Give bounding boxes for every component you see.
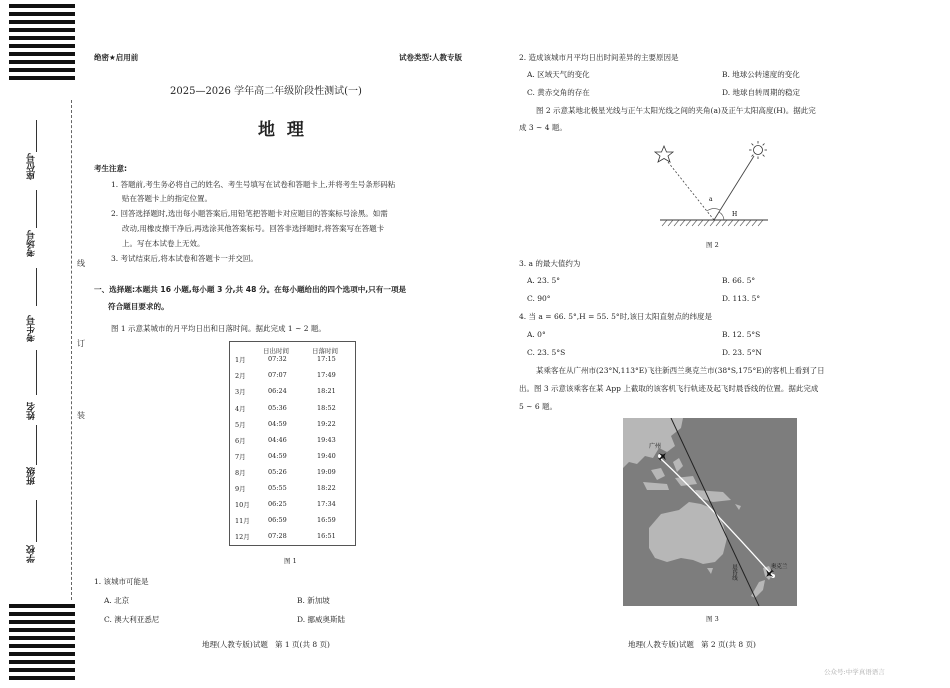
fig2-caption: 图 2	[706, 241, 719, 249]
field-class: 班级	[27, 467, 37, 485]
sun-icon	[749, 141, 767, 159]
q2-option-b: B. 地球公转速度的变化	[722, 70, 800, 79]
notes-item: 上。写在本试卷上无效。	[122, 239, 205, 248]
q1-intro: 图 1 示意某城市的月平均日出和日落时间。据此完成 1 ~ 2 题。	[111, 324, 326, 333]
q2-option-d: D. 地球自转周期的稳定	[722, 88, 801, 97]
secret-label: 绝密★启用前	[94, 53, 139, 62]
footer-page1: 地理(人教专版)试题 第 1 页(共 8 页)	[202, 640, 330, 649]
notes-item: 2. 回答选择题时,选出每小题答案后,用铅笔把答题卡对应题目的答案标号涂黑。如需	[111, 209, 388, 218]
fig3-intro: 某乘客在从广州市(23°N,113°E)飞往新西兰奥克兰市(38°S,175°E)的客机上看到了日	[536, 366, 825, 375]
watermark: 公众号:中学真语语言	[824, 668, 885, 676]
fig3-intro-2: 出。图 3 示意该乘客在某 App 上截取的该客机飞行轨迹及起飞时晨昏线的位置。据此完成	[519, 384, 819, 393]
q1-option-d: D. 挪威奥斯陆	[297, 615, 346, 624]
section-title-2: 符合题目要求的。	[108, 302, 169, 311]
mark-line: 线	[77, 259, 85, 268]
q3-stem: 3. a 的最大值约为	[519, 259, 581, 268]
q3-option-c: C. 90°	[527, 294, 551, 303]
q4-option-b: B. 12. 5°S	[722, 330, 761, 339]
q1-option-c: C. 澳大利亚悉尼	[104, 615, 160, 624]
mark-bind: 订	[77, 339, 85, 348]
field-school: 学校	[27, 545, 37, 563]
table-header: 日落时间	[312, 347, 338, 355]
sunrise-table: 日出时间 日落时间 1月 07:32 17:15 2月 07:07 17:49 3月 06:24 18:21 4月 05:36 18:52 5月 04:59 19:22 6月 04:46 19:43 7月 04:59 19:40 8月 05:26 19:09 9月 05:55 18:22 10月 06:25 17:34 11月 06:59 16:59 12月 07:28 16:51	[229, 341, 356, 546]
notes-item: 1. 答题前,考生务必将自己的姓名、考生号填写在试卷和答题卡上,并将考生号条形码粘	[111, 180, 396, 189]
q2-option-a: A. 区域天气的变化	[527, 70, 590, 79]
label-a: a	[709, 196, 713, 203]
q3-option-a: A. 23. 5°	[527, 276, 561, 285]
fig1-caption: 图 1	[284, 557, 297, 565]
q1-option-a: A. 北京	[104, 596, 130, 605]
q1-option-b: B. 新加坡	[297, 596, 330, 605]
fig3-intro-3: 5 ~ 6 题。	[519, 402, 557, 411]
field-id: 考生号	[27, 315, 37, 342]
notes-title: 考生注意:	[94, 164, 127, 173]
label-auckland: 奥克兰	[771, 564, 788, 570]
q1-stem: 1. 该城市可能是	[94, 577, 149, 586]
fig3-map	[623, 418, 797, 606]
q4-option-d: D. 23. 5°N	[722, 348, 762, 357]
fig2-intro: 图 2 示意某地北极星光线与正午太阳光线之间的夹角(a)及正午太阳高度(H)。据此完	[536, 106, 816, 115]
section-title: 一、选择题:本题共 16 小题,每小题 3 分,共 48 分。在每小题给出的四个选项中,只有一项是	[94, 285, 407, 294]
q4-stem: 4. 当 a = 66. 5°,H = 55. 5°时,该日太阳直射点的纬度是	[519, 312, 712, 321]
fig3-caption: 图 3	[706, 615, 719, 623]
q4-option-a: A. 0°	[527, 330, 546, 339]
exam-title: 2025—2026 学年高二年级阶段性测试(一)	[170, 86, 362, 97]
label-guangzhou: 广州	[649, 443, 662, 450]
notes-item: 3. 考试结束后,将本试卷和答题卡一并交回。	[111, 254, 258, 263]
q3-option-d: D. 113. 5°	[722, 294, 761, 303]
q3-option-b: B. 66. 5°	[722, 276, 756, 285]
fig2-intro-2: 成 3 ~ 4 题。	[519, 123, 567, 132]
label-terminator: 晨昏线	[731, 564, 737, 581]
footer-page2: 地理(人教专版)试题 第 2 页(共 8 页)	[628, 640, 756, 649]
exam-type: 试卷类型:人教专版	[399, 53, 462, 62]
field-room: 考场号	[27, 230, 37, 257]
q2-stem: 2. 造成该城市月平均日出时间差异的主要原因是	[519, 53, 679, 62]
field-seat: 座位号	[27, 153, 37, 180]
q2-option-c: C. 黄赤交角的存在	[527, 88, 590, 97]
fig2-diagram	[652, 138, 772, 238]
mark-install: 装	[77, 411, 85, 420]
table-header: 日出时间	[263, 347, 289, 355]
notes-item: 贴在答题卡上的指定位置。	[122, 194, 212, 203]
polaris-icon	[655, 146, 673, 162]
label-h: H	[732, 211, 738, 218]
q4-option-c: C. 23. 5°S	[527, 348, 566, 357]
field-name: 姓名	[27, 402, 37, 420]
subject-title: 地 理	[258, 120, 304, 140]
notes-item: 改动,用橡皮擦干净后,再选涂其他答案标号。回答非选择题时,将答案写在答题卡	[122, 224, 385, 233]
